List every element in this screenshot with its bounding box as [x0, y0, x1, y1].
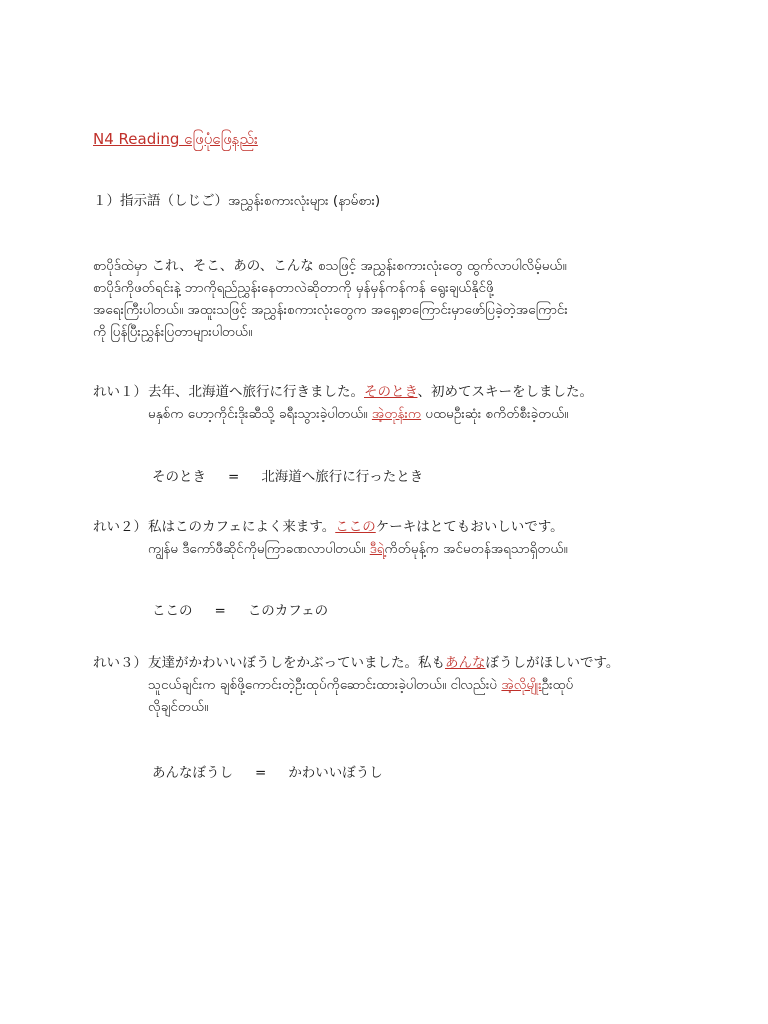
- example-japanese-line: [93, 652, 713, 674]
- jp-text: 私はこのカフェによく来ます。: [148, 519, 336, 535]
- example-label: れい３）: [93, 655, 147, 671]
- example-translation-line: [93, 674, 713, 696]
- mm-text: ပထမဦးဆုံး စကိတ်စီးခဲ့တယ်။: [421, 406, 569, 422]
- example-japanese-line: [93, 381, 713, 403]
- intro-line: စာပိုဒ်ကိုဖတ်ရင်းနဲ့ ဘာကိုရည်ညွှန်းနေတာလဲဆိုတာကို မှန်မှန်ကန်ကန် ရွေးချယ်နိုင်ဖို့: [93, 280, 494, 296]
- equation-sign: =: [214, 603, 226, 619]
- mm-text: ကျွန်မ ဒီကော်ဖီဆိုင်ကိုမကြာခဏလာပါတယ်။: [148, 541, 370, 557]
- mm-text: သူငယ်ချင်းက ချစ်ဖို့ကောင်းတဲ့ဦးထုပ်ကိုဆောင်းထားခဲ့ပါတယ်။ ငါလည်းပဲ: [148, 677, 502, 693]
- page-title: N4 Reading ဖြေပုံဖြေနည်း: [93, 130, 258, 148]
- intro-line: အရေးကြီးပါတယ်။ အထူးသဖြင့် အညွှန်းစကားလုံးတွေက အရှေ့စာကြောင်းမှာဖော်ပြခဲ့တဲ့အကြောင်း: [93, 302, 568, 318]
- example-2-equation: [152, 599, 328, 619]
- example-translation-line: [93, 696, 713, 718]
- mm-text: ကိတ်မုန့်က အင်မတန်အရသာရှိတယ်။: [384, 541, 568, 557]
- equation-left: あんなぼうし: [152, 765, 233, 781]
- highlighted-translation: အဲ့လိုမျိုး: [501, 677, 542, 693]
- example-1: [93, 381, 713, 425]
- mm-text: မနှစ်က ဟော့ကိုင်းဒိုးဆီသို့ ခရီးသွားခဲ့ပါတယ်။: [148, 406, 372, 422]
- example-translation-line: [93, 538, 713, 560]
- jp-text: ケーキはとてもおいしいです。: [375, 519, 564, 535]
- example-3-equation: [152, 761, 383, 781]
- example-1-equation: [152, 465, 423, 485]
- jp-text: 去年、北海道へ旅行に行きました。: [148, 384, 364, 400]
- highlighted-demonstrative: ここの: [335, 519, 376, 535]
- equation-right: 北海道へ旅行に行ったとき: [261, 469, 424, 485]
- highlighted-demonstrative: あんな: [445, 655, 486, 671]
- mm-text: လိုချင်တယ်။: [148, 699, 209, 715]
- example-translation-line: [93, 403, 713, 425]
- example-2: [93, 516, 713, 560]
- intro-line: စာပိုဒ်ထဲမှာ これ、そこ、あの、こんな စသဖြင့် အညွှန်းစကားလုံးတွေ ထွက်လာပါလိမ့်မယ်။: [93, 258, 567, 274]
- example-3: [93, 652, 713, 718]
- highlighted-demonstrative: そのとき: [364, 384, 418, 400]
- equation-right: かわいいぼうし: [288, 765, 383, 781]
- equation-left: そのとき: [152, 469, 206, 485]
- example-label: れい２）: [93, 519, 147, 535]
- equation-left: ここの: [152, 603, 193, 619]
- jp-text: 、初めてスキーをしました。: [417, 384, 593, 400]
- jp-text: ぼうしがほしいです。: [485, 655, 620, 671]
- jp-text: 友達がかわいいぼうしをかぶっていました。私も: [148, 655, 445, 671]
- intro-paragraph: [93, 255, 693, 343]
- highlighted-translation: ဒီရဲ့: [369, 541, 385, 557]
- equation-sign: =: [255, 765, 267, 781]
- example-japanese-line: [93, 516, 713, 538]
- intro-line: ကို ပြန်ပြီးညွှန်းပြတာများပါတယ်။: [93, 324, 253, 340]
- example-label: れい１）: [93, 384, 147, 400]
- equation-right: このカフェの: [247, 603, 329, 619]
- equation-sign: =: [228, 469, 240, 485]
- section-heading: １）指示語（しじご）အညွှန်းစကားလုံးများ (နာမ်စား): [93, 193, 381, 209]
- mm-text: ဦးထုပ်: [541, 677, 574, 693]
- highlighted-translation: အဲ့တုန်းက: [371, 406, 422, 422]
